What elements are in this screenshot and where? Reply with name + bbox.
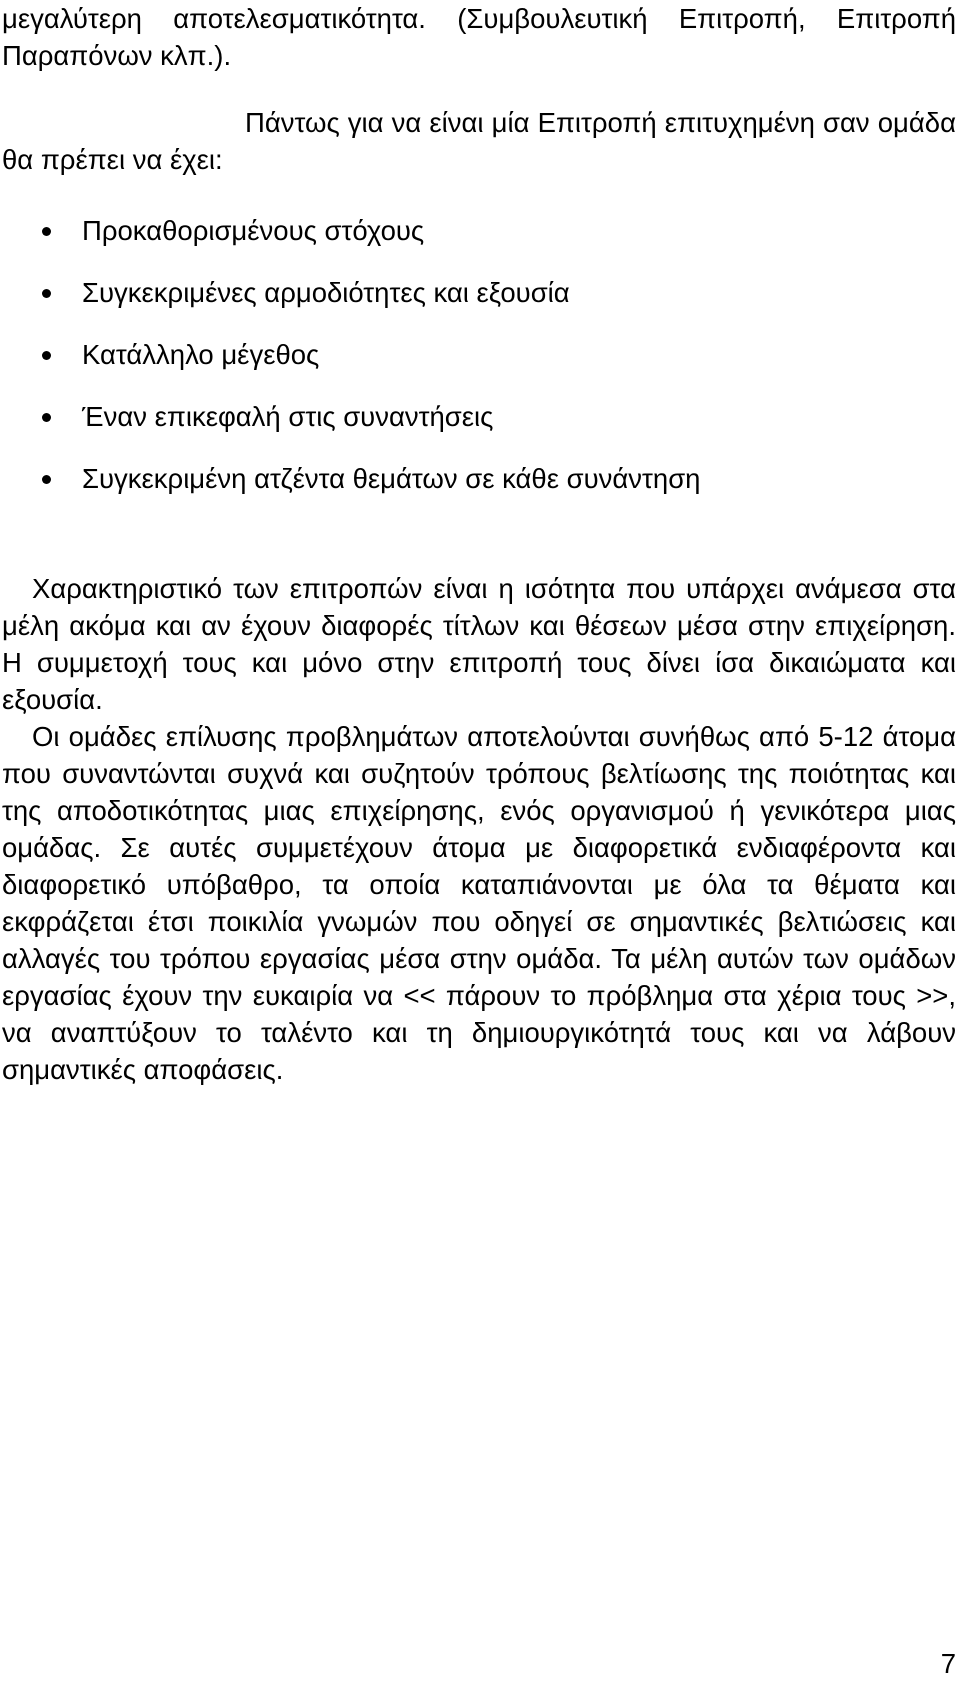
list-item — [0, 212, 954, 274]
list-item-text: Κατάλληλο μέγεθος — [82, 339, 320, 370]
list-item-text: Έναν επικεφαλή στις συναντήσεις — [82, 401, 494, 432]
bullet-icon — [42, 351, 51, 360]
continuation-paragraph: μεγαλύτερη αποτελεσματικότητα. (Συμβουλευτική Επιτροπή, Επιτροπή Παραπόνων κλπ.). — [2, 3, 956, 71]
bullet-icon — [42, 289, 51, 298]
bullet-icon — [42, 475, 51, 484]
committee-equality-paragraph: Χαρακτηριστικό των επιτροπών είναι η ισότητα που υπάρχει ανάμεσα στα μέλη ακόμα και αν έχουν διαφορές τίτλων και θέσεων μέσα στην επιχείρηση. Η συμμετοχή τους και μόνο στην επιτροπή τους δίνει ίσα δικαιώματα και εξουσία. — [2, 573, 956, 715]
list-item-text: Προκαθορισμένους στόχους — [82, 215, 425, 246]
intro-paragraph: Πάντως για να είναι μία Επιτροπή επιτυχημένη σαν ομάδα θα πρέπει να έχει: — [2, 107, 956, 175]
list-item-text: Συγκεκριμένες αρμοδιότητες και εξουσία — [82, 277, 570, 308]
problem-solving-teams-paragraph: Οι ομάδες επίλυσης προβλημάτων αποτελούνται συνήθως από 5-12 άτομα που συναντώνται συχνά και συζητούν τρόπους βελτίωσης της ποιότητας και της αποδοτικότητας μιας επιχείρησης, ενός οργανισμού ή γενικότερα μιας ομάδας. Σε αυτές συμμετέχουν άτομα με διαφορετικά ενδιαφέροντα και διαφορετικό υπόβαθρο, τα οποία καταπιάνονται με όλα τα θέματα και εκφράζεται έτσι ποικιλία γνωμών που οδηγεί σε σημαντικές βελτιώσεις και αλλαγές του τρόπου εργασίας μέσα στην ομάδα. Τα μέλη αυτών των ομάδων εργασίας έχουν την ευκαιρία να << πάρουν το πρόβλημα στα χέρια τους >>, να αναπτύξουν το ταλέντο και τη δημιουργικότητά τους και να λάβουν σημαντικές αποφάσεις. — [2, 721, 956, 1085]
bullet-icon — [42, 227, 51, 236]
requirements-list — [0, 212, 954, 522]
list-item — [0, 460, 954, 522]
list-item — [0, 274, 954, 336]
list-item — [0, 398, 954, 460]
bullet-icon — [42, 413, 51, 422]
list-item — [0, 336, 954, 398]
page-number: 7 — [940, 1648, 956, 1679]
list-item-text: Συγκεκριμένη ατζέντα θεμάτων σε κάθε συνάντηση — [82, 463, 701, 494]
